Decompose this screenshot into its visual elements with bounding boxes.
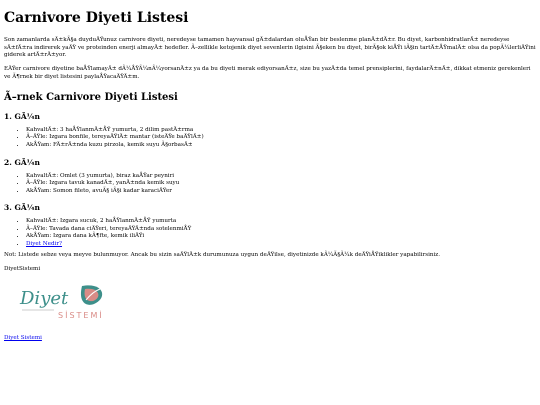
logo-link[interactable]	[16, 280, 112, 324]
list-item-link-wrap	[26, 241, 536, 249]
day-list	[4, 218, 536, 248]
day-1	[4, 112, 536, 150]
intro-paragraph-2: EÄŸer carnivore diyetine baÅŸlamayÄ± dÃ¼ÅŸÃ¼nÃ¼yorsanÄ±z ya da bu diyeti merak ediyorsanÄ±z, size bu yazÄ±da temel prensiplerini, faydalarÄ±nÄ±, dikkat etmeniz gerekenleri ve Ã¶rnek bir diyet listesini paylaÅŸacaÄŸÄ±m.	[4, 66, 531, 81]
day-list	[4, 173, 536, 196]
note-text: Not: Listede sebze veya meyve bulunmuyor. Ancak bu sizin saÄŸlÄ±k durumunuza uygun deÄŸilse, diyetinizde kÃ¼Ã§Ã¼k deÄŸiÅŸiklikler yapabilirsiniz.	[4, 252, 440, 259]
page-title: Carnivore Diyeti Listesi	[4, 10, 189, 26]
day-heading: 1. GÃ¼n	[4, 111, 40, 121]
list-item: • KahvaltÄ±: Izgara sucuk, 2 haÅŸlanmÄ±ÅŸ yumurta	[26, 218, 536, 226]
day-heading: 2. GÃ¼n	[4, 157, 40, 167]
list-item: • KahvaltÄ±: 3 haÅŸlanmÄ±ÅŸ yumurta, 2 dilim pastÄ±rma	[26, 127, 536, 135]
logo-word-bottom: SİSTEMİ	[58, 311, 104, 321]
footer-home-link[interactable]: Diyet Sistemi	[4, 335, 42, 342]
day-2	[4, 158, 536, 196]
day-list	[4, 127, 536, 150]
day-3	[4, 203, 536, 248]
list-item: • Ã–ÄŸle: Izgara tavuk kanadÄ±, yanÄ±nda kemik suyu	[26, 180, 536, 188]
brand-name: DiyetSistemi	[4, 266, 41, 273]
list-item: • KahvaltÄ±: Omlet (3 yumurta), biraz kaÅŸar peyniri	[26, 173, 536, 181]
list-item: • Ã–ÄŸle: Izgara bonfile, tereyaÄŸlÄ± mantar (isteÄŸe baÄŸlÄ±)	[26, 134, 536, 142]
section-title: Ã–rnek Carnivore Diyeti Listesi	[4, 91, 178, 103]
list-item: • AkÅŸam: FÄ±rÄ±nda kuzu pirzola, kemik suyu Ã§orbasÄ±	[26, 142, 536, 150]
diyet-nedir-link[interactable]: Diyet Nedir?	[26, 240, 63, 247]
logo-word-top: Diyet	[20, 288, 69, 310]
list-item: • AkÅŸam: Somon fileto, avuÃ§ iÃ§i kadar karaciÄŸer	[26, 188, 536, 196]
day-heading: 3. GÃ¼n	[4, 203, 40, 213]
list-item: • Ã–ÄŸle: Tavada dana ciÄŸeri, tereyaÄŸÄ±nda sotelenmiÅŸ	[26, 226, 536, 234]
diyet-sistemi-logo	[16, 280, 112, 324]
list-item: • AkÅŸam: Izgara dana kÃ¶fte, kemik iliÄŸi	[26, 233, 536, 241]
intro-paragraph-1: Son zamanlarda sÄ±kÃ§a duyduÄŸunuz carnivore diyeti, neredeyse tamamen hayvansal gÄ±dalardan oluÅŸan bir beslenme planÄ±dÄ±r. Bu diyet, karbonhidratlarÄ± neredeyse sÄ±fÄ±ra indirerek yaÄŸ ve proteinden enerji almayÄ± hedefler. Ã–zellikle ketojenik diyet sevenlerin ilgisini Ã§eken bu diyet, birÃ§ok kiÅŸi iÃ§in tartÄ±ÅŸmalÄ± olsa da popÃ¼lerliÄŸini giderek artÄ±rÄ±yor.	[4, 36, 536, 59]
